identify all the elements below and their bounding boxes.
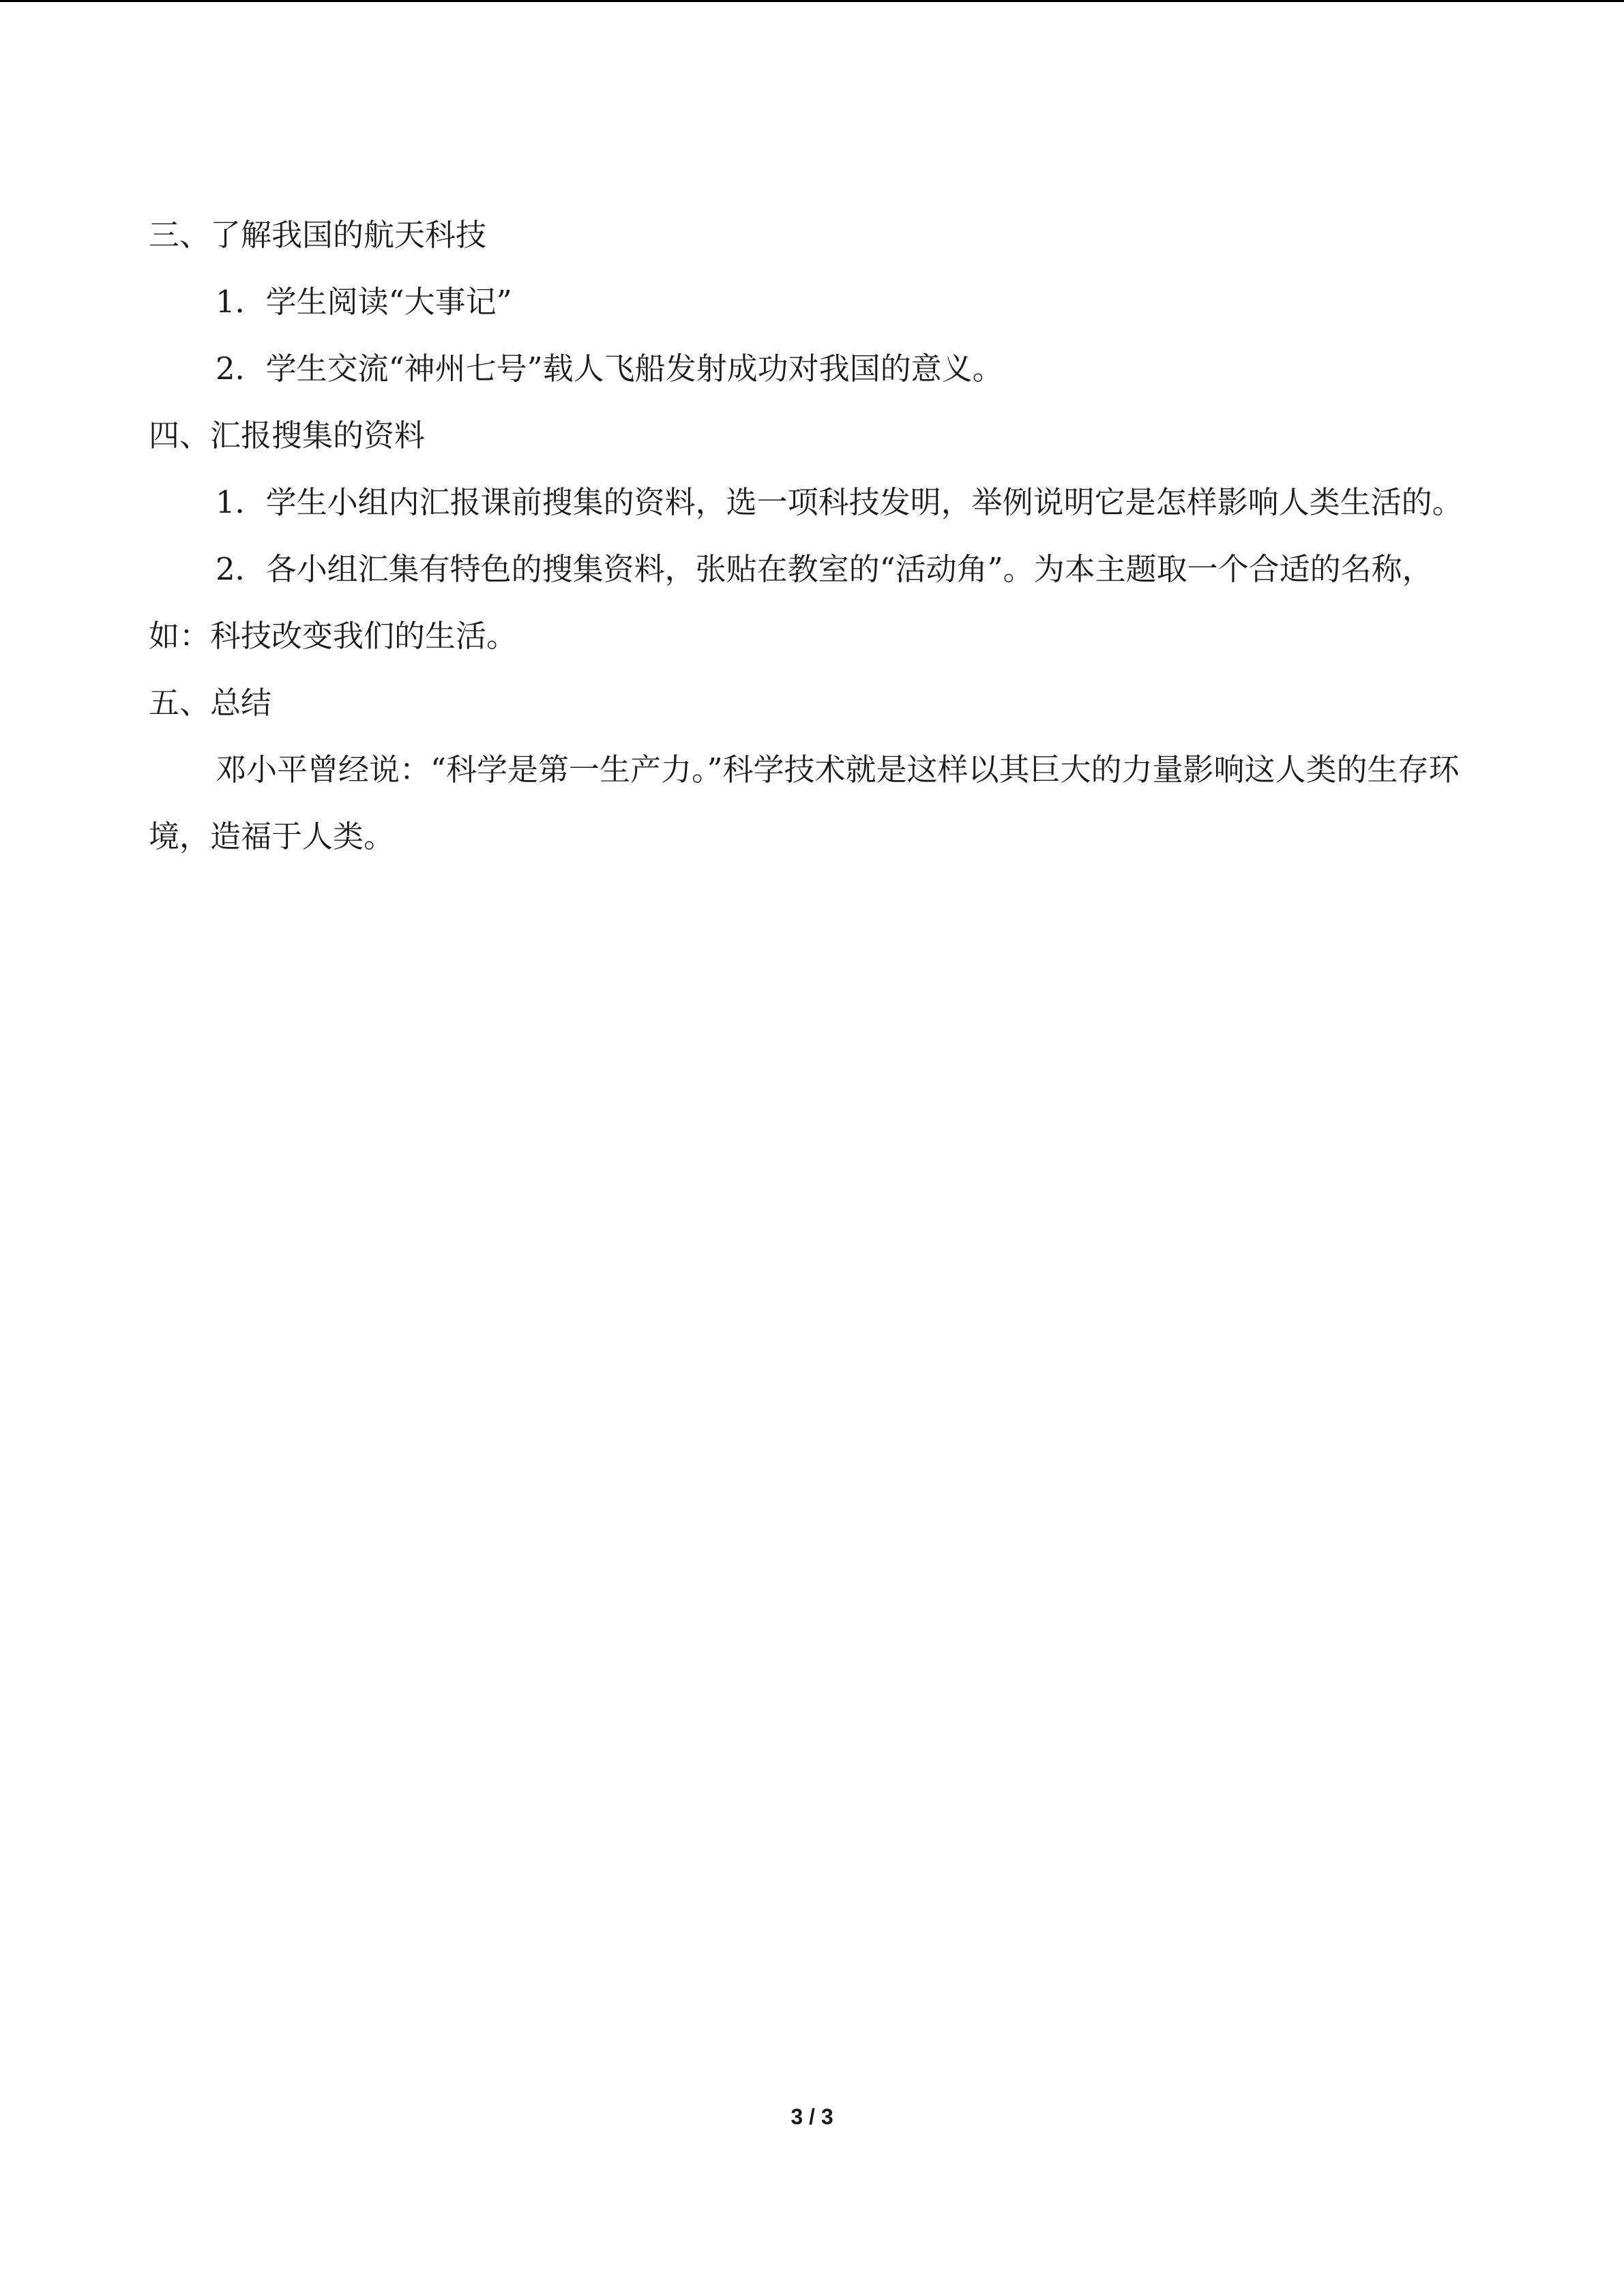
page-number: 3 / 3 xyxy=(791,2104,833,2129)
paragraph-4-2: 2．各小组汇集有特色的搜集资料，张贴在教室的“活动角”。为本主题取一个合适的名称，如：科技改变我们的生活。 xyxy=(149,551,1433,654)
paragraph-3-2: 2．学生交流“神州七号”载人飞船发射成功对我国的意义。 xyxy=(216,351,1003,387)
paragraph-5-1: 邓小平曾经说：“科学是第一生产力。”科学技术就是这样以其巨大的力量影响这人类的生存环境，造福于人类。 xyxy=(149,751,1460,854)
page-top-border xyxy=(0,0,1624,2)
section-heading-5: 五、总结 xyxy=(149,685,272,721)
paragraph-4-1: 1．学生小组内汇报课前搜集的资料，选一项科技发明，举例说明它是怎样影响人类生活的。 xyxy=(216,484,1463,520)
document-body xyxy=(149,202,1475,870)
section-heading-3: 三、了解我国的航天科技 xyxy=(149,217,487,253)
section-heading-4: 四、汇报搜集的资料 xyxy=(149,417,426,453)
paragraph-3-1: 1．学生阅读“大事记” xyxy=(216,284,512,320)
